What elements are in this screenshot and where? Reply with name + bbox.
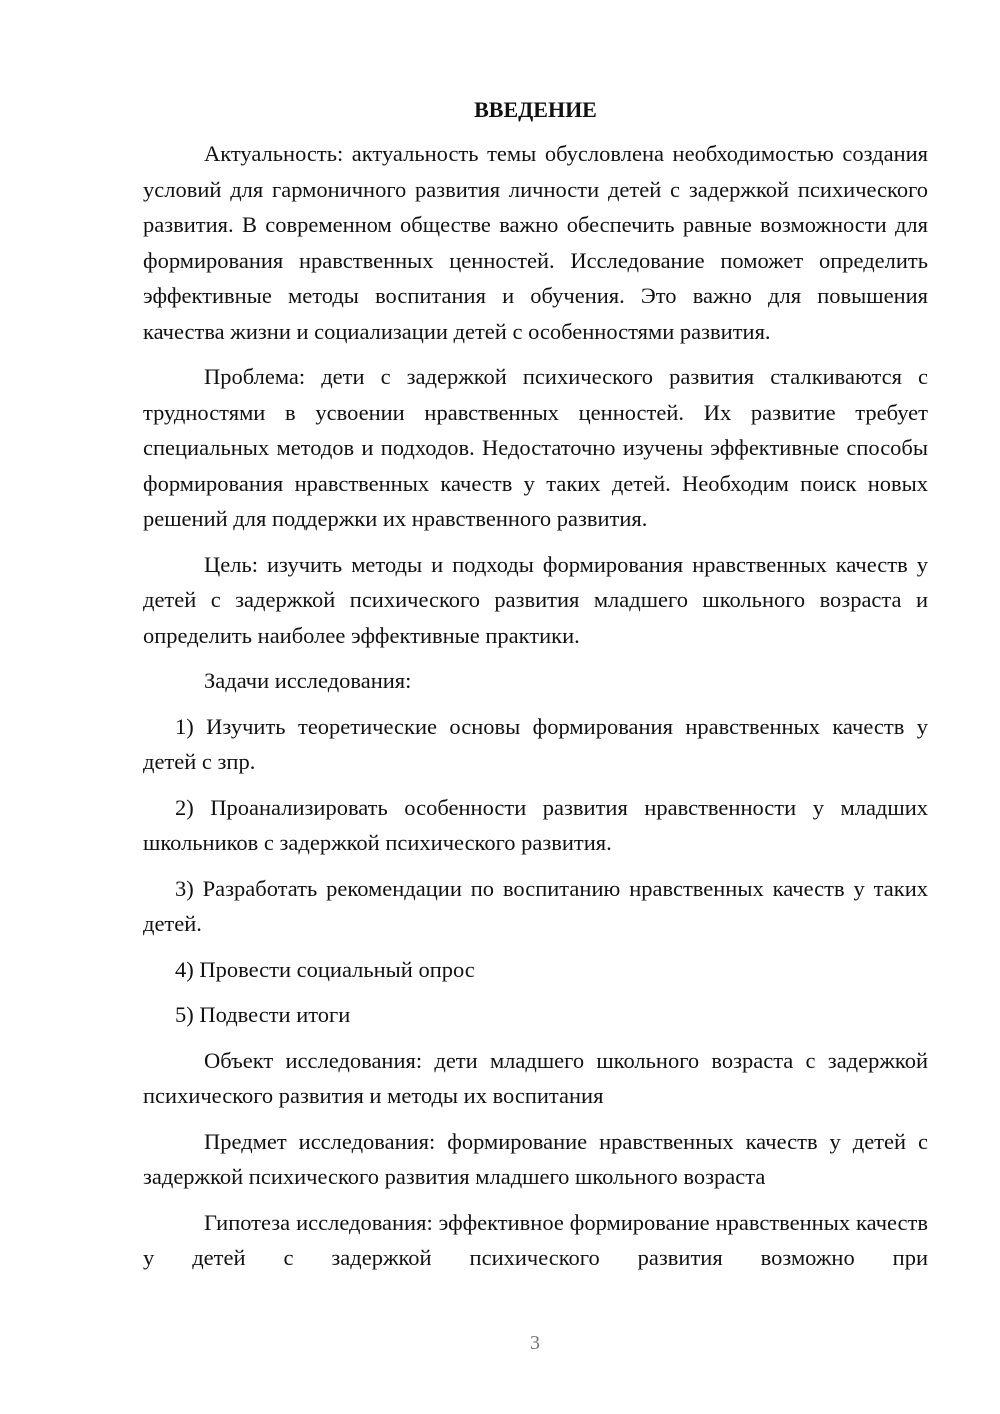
paragraph-problem: Проблема: дети с задержкой психического развития сталкиваются с трудностями в усвоении нравственных ценностей. Их развитие требует специальных методов и подходов. Недостаточно изучены эффективные способы формирования нравственных качеств у таких детей. Необходим поиск новых решений для поддержки их нравственного развития.: [143, 364, 928, 531]
page-title: ВВЕДЕНИЕ: [474, 97, 597, 122]
page-content: [143, 92, 928, 1286]
task-item-2: 2) Проанализировать особенности развития нравственности у младших школьников с задержкой психического развития.: [143, 794, 928, 855]
paragraph-relevance: Актуальность: актуальность темы обусловлена необходимостью создания условий для гармоничного развития личности детей с задержкой психического развития. В современном обществе важно обеспечить равные возможности для формирования нравственных ценностей. Исследование поможет определить эффективные методы воспитания и обучения. Это важно для повышения качества жизни и социализации детей с особенностями развития.: [143, 141, 928, 344]
tasks-heading: Задачи исследования:: [204, 668, 412, 693]
paragraph-subject: Предмет исследования: формирование нравственных качеств у детей с задержкой психического развития младшего школьного возраста: [143, 1128, 928, 1189]
paragraph-goal: Цель: изучить методы и подходы формирования нравственных качеств у детей с задержкой психического развития младшего школьного возраста и определить наиболее эффективные практики.: [143, 551, 928, 648]
task-item-4: 4) Провести социальный опрос: [175, 956, 475, 982]
task-item-3: 3) Разработать рекомендации по воспитанию нравственных качеств у таких детей.: [143, 875, 928, 936]
task-item-5: 5) Подвести итоги: [175, 1002, 351, 1027]
paragraph-hypothesis: Гипотеза исследования: эффективное формирование нравственных качеств у детей с задержкой психического развития возможно при: [143, 1209, 928, 1270]
task-item-1: 1) Изучить теоретические основы формирования нравственных качеств у детей с зпр.: [143, 713, 928, 774]
page-number: 3: [530, 1332, 540, 1354]
paragraph-object: Объект исследования: дети младшего школьного возраста с задержкой психического развития и методы их воспитания: [143, 1047, 928, 1108]
